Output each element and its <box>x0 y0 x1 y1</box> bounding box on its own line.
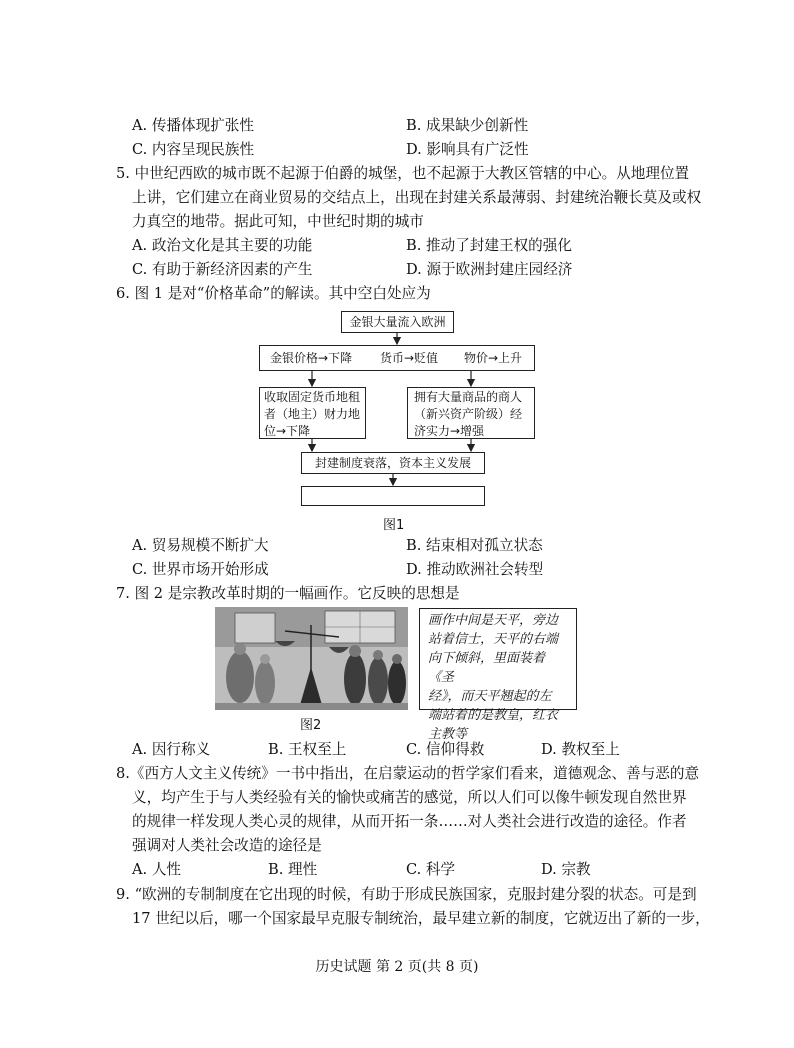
painting-note-line-6: 主教等 <box>428 727 468 742</box>
q8-option-a: A. 人性 <box>132 861 182 878</box>
q5-stem-line-2: 上讲，它们建立在商业贸易的交结点上，出现在封建关系最薄弱、封建统治鞭长莫及或权 <box>132 189 702 206</box>
q8-option-c: C. 科学 <box>406 861 456 878</box>
q6-option-d: D. 推动欧洲社会转型 <box>406 561 544 578</box>
diagram-middle-item-3: 物价→上升 <box>464 351 523 365</box>
q8-option-d: D. 宗教 <box>541 861 591 878</box>
q5-option-d: D. 源于欧洲封建庄园经济 <box>406 261 573 278</box>
diagram-right-line-3: 济实力→增强 <box>414 424 485 438</box>
q7-option-a: A. 因行称义 <box>132 741 211 758</box>
q8-option-b: B. 理性 <box>268 861 318 878</box>
q8-stem-line-4: 强调对人类社会改造的途径是 <box>132 837 322 854</box>
diagram-top-box: 金银大量流入欧洲 <box>341 311 454 333</box>
diagram-middle-item-1: 金银价格→下降 <box>270 351 353 365</box>
reformation-painting <box>215 607 408 710</box>
figure-1-caption: 图1 <box>383 518 405 533</box>
q8-stem-line-2: 义，均产生于与人类经验有关的愉快或痛苦的感觉，所以人们可以像牛顿发现自然世界 <box>132 789 687 806</box>
q4-option-c: C. 内容呈现民族性 <box>132 141 255 158</box>
q5-stem-line-3: 力真空的地带。据此可知，中世纪时期的城市 <box>132 213 424 230</box>
painting-description-box <box>419 608 577 742</box>
q8-stem-line-3: 的规律一样发现人类心灵的规律，从而开拓一条……对人类社会进行改造的途径。作者 <box>132 813 687 830</box>
diagram-middle-item-2: 货币→贬值 <box>380 351 439 365</box>
q6-stem: 6. 图 1 是对“价格革命”的解读。其中空白处应为 <box>116 285 431 302</box>
q6-option-c: C. 世界市场开始形成 <box>132 561 269 578</box>
painting-note-line-5: 端站着的是教皇，红衣 <box>428 708 559 723</box>
q6-option-a: A. 贸易规模不断扩大 <box>132 537 269 554</box>
q7-option-b: B. 王权至上 <box>268 741 347 758</box>
diagram-left-line-3: 位→下降 <box>264 424 311 438</box>
q4-option-a: A. 传播体现扩张性 <box>132 117 254 134</box>
q9-stem-line-1: 9. “欧洲的专制制度在它出现的时候，有助于形成民族国家，克服封建分裂的状态。可是到 <box>116 886 697 903</box>
painting-note-line-1: 画作中间是天平，旁边 <box>428 613 559 628</box>
diagram-left-line-1: 收取固定货币地租 <box>264 390 361 404</box>
q7-option-d: D. 教权至上 <box>541 741 620 758</box>
q4-option-b: B. 成果缺少创新性 <box>406 117 529 134</box>
q5-stem-line-1: 5. 中世纪西欧的城市既不起源于伯爵的城堡，也不起源于大教区管辖的中心。从地理位置 <box>116 165 690 182</box>
painting-note-line-3: 向下倾斜，里面装着《圣 <box>428 651 546 685</box>
figure-2-caption: 图2 <box>300 718 322 733</box>
diagram-right-line-1: 拥有大量商品的商人 <box>414 390 523 404</box>
diagram-bottom-box: 封建制度衰落，资本主义发展 <box>301 452 485 474</box>
diagram-left-line-2: 者（地主）财力地 <box>264 407 361 421</box>
painting-note-line-2: 站着信士，天平的右端 <box>428 632 559 647</box>
q5-option-a: A. 政治文化是其主要的功能 <box>132 237 313 254</box>
page-footer: 历史试题 第 2 页(共 8 页) <box>315 959 479 975</box>
q8-stem-line-1: 8.《西方人文主义传统》一书中指出，在启蒙运动的哲学家们看来，道德观念、善与恶的意 <box>116 765 700 782</box>
diagram-right-line-2: （新兴资产阶级）经 <box>414 407 523 421</box>
painting-note-line-4: 经》，而天平翘起的左 <box>428 689 552 704</box>
q5-option-c: C. 有助于新经济因素的产生 <box>132 261 313 278</box>
q4-option-d: D. 影响具有广泛性 <box>406 141 529 158</box>
q7-option-c: C. 信仰得救 <box>406 741 485 758</box>
q5-option-b: B. 推动了封建王权的强化 <box>406 237 572 254</box>
q6-option-b: B. 结束相对孤立状态 <box>406 537 543 554</box>
q7-stem: 7. 图 2 是宗教改革时期的一幅画作。它反映的思想是 <box>116 585 460 602</box>
q9-stem-line-2: 17 世纪以后，哪一个国家最早克服专制统治，最早建立新的制度，它就迈出了新的一步， <box>132 910 710 927</box>
